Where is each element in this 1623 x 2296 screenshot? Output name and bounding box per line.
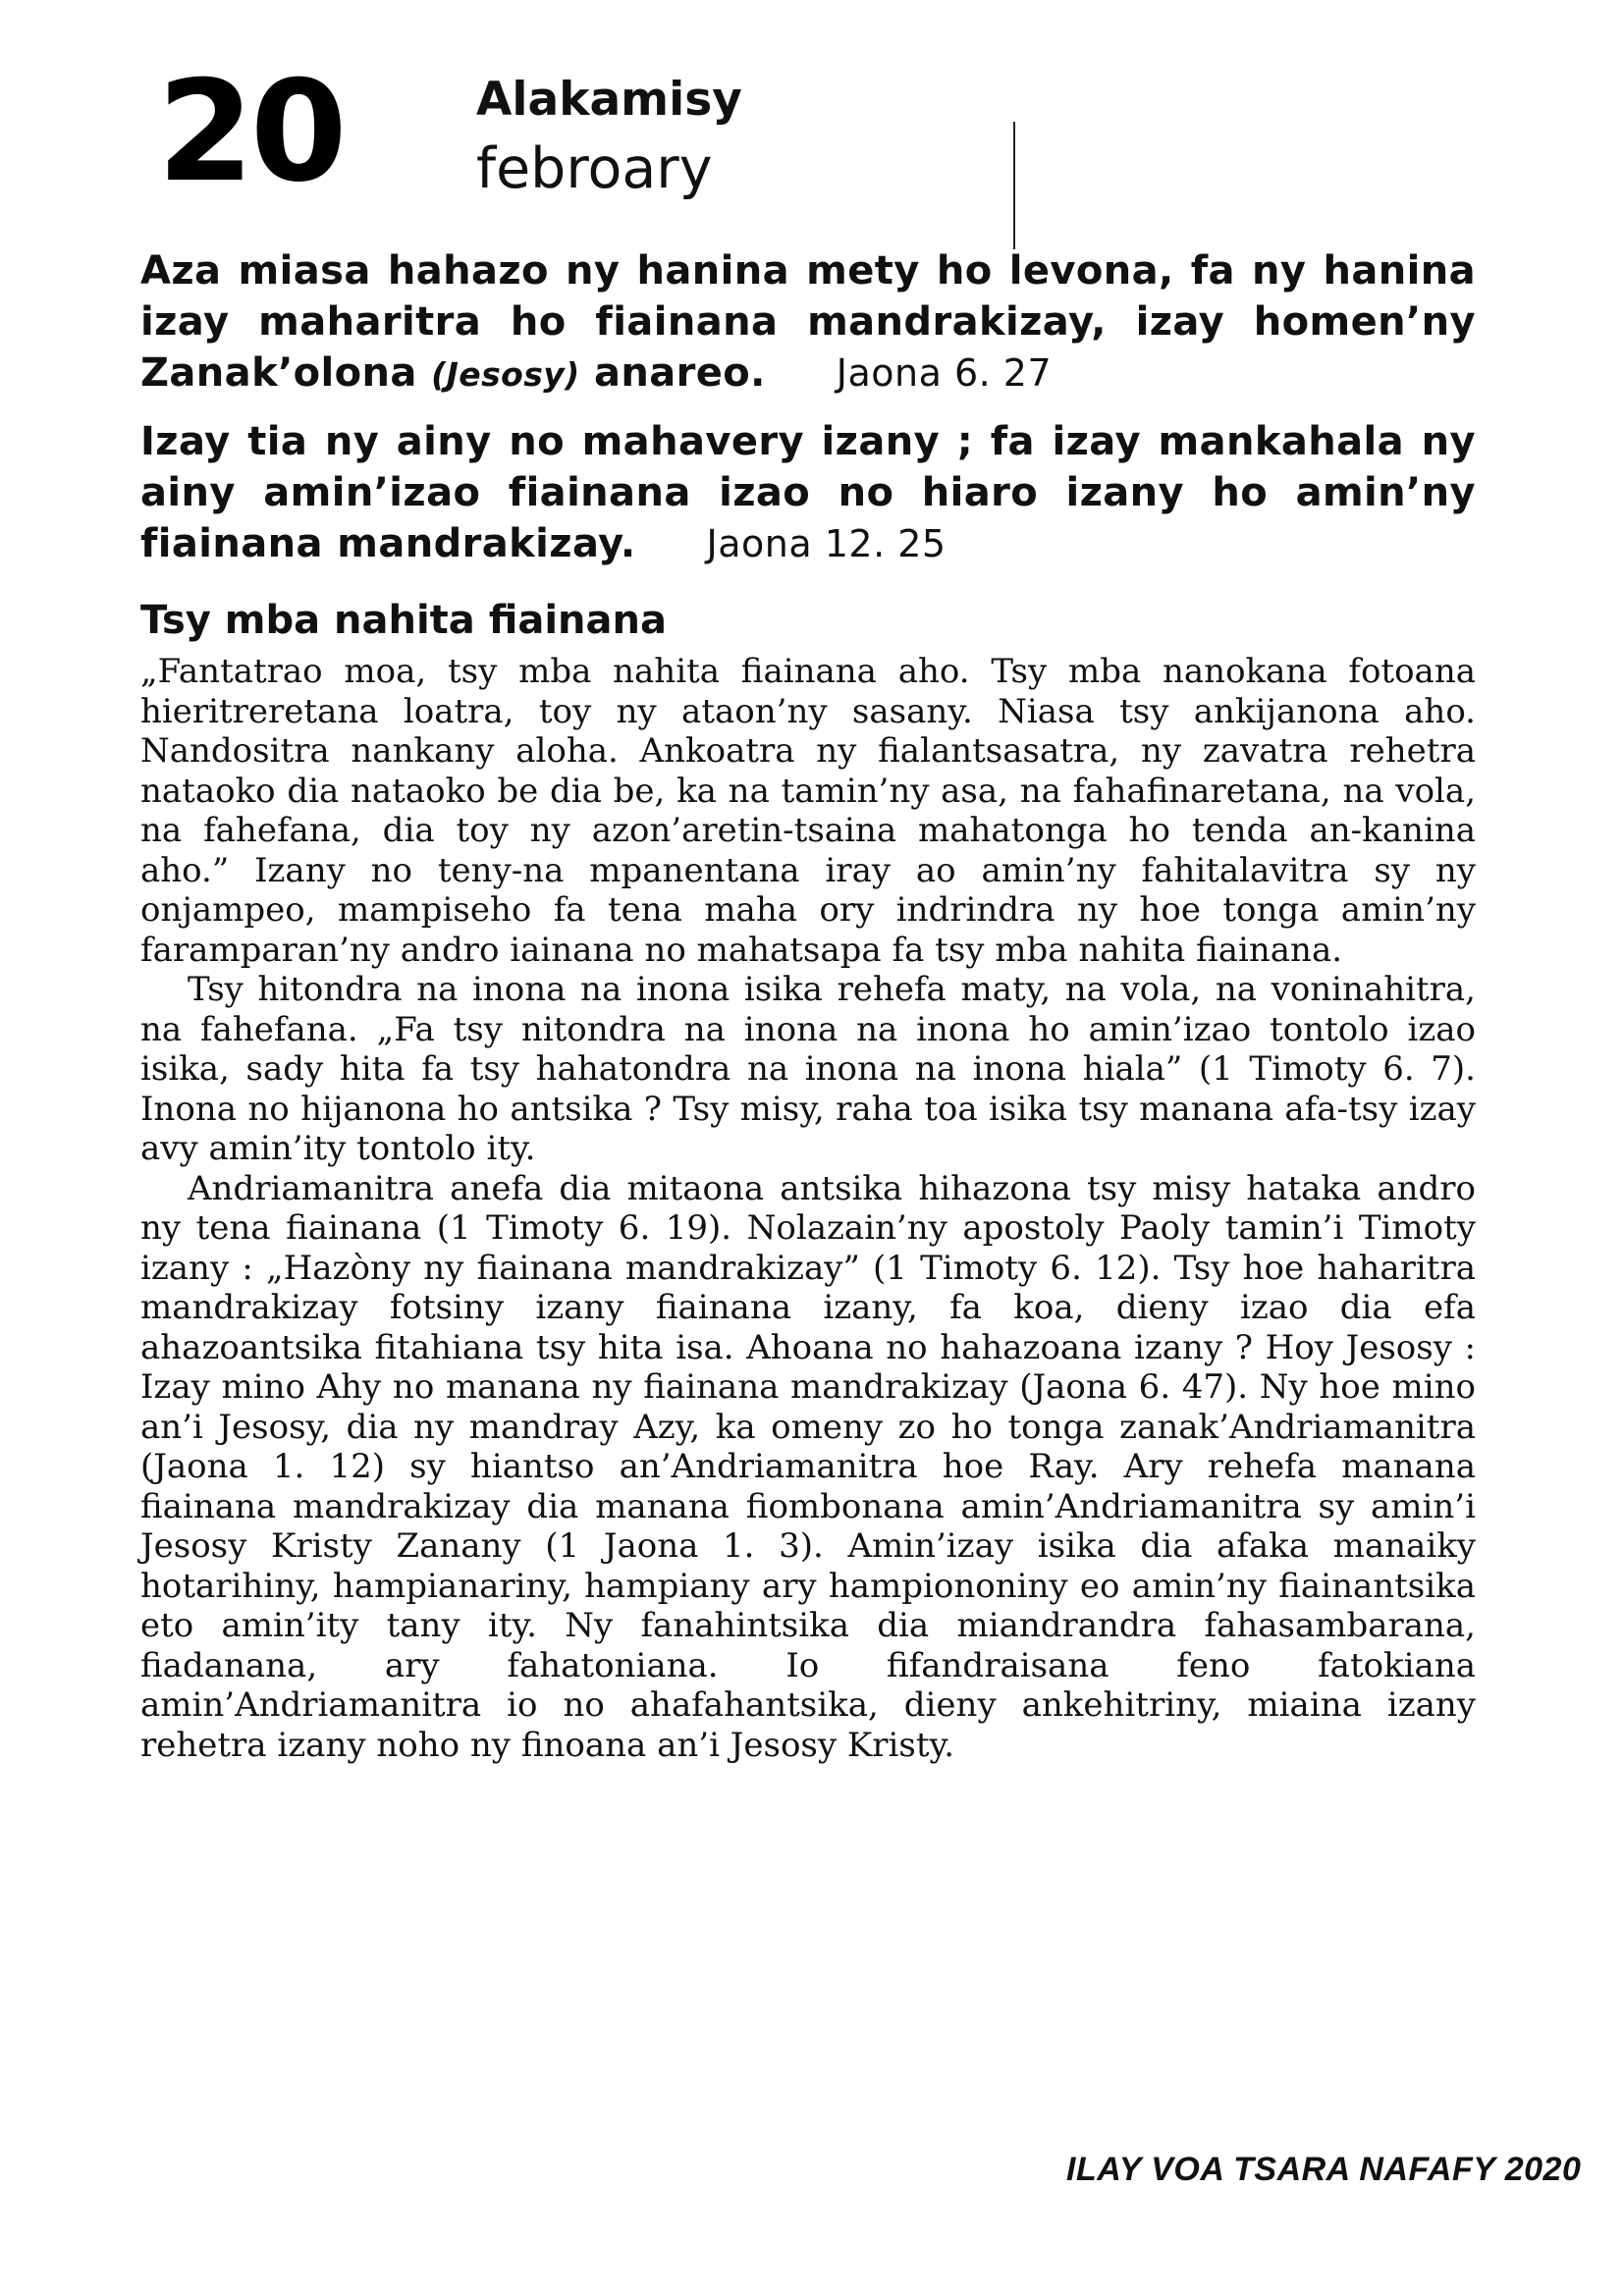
verse-text: Aza miasa hahazo ny hanina mety ho levona, fa ny hanina izay maharitra ho fiainana mandrakizay, izay homen’ny Zanak’olona (140, 248, 1476, 396)
article-body (140, 652, 1476, 1765)
verse-text: Izay tia ny ainy no mahavery izany ; fa izay mankahala ny ainy amin’izao fiainana izao no hiaro izany ho amin’ny fiainana mandrakizay. (140, 419, 1476, 566)
date-header (157, 51, 903, 213)
article-title: Tsy mba nahita fiainana (140, 598, 667, 643)
body-paragraph: Tsy hitondra na inona na inona isika rehefa maty, na vola, na voninahitra, na fahefana. „Fa tsy nitondra na inona na inona ho amin’izao tontolo izao isika, sady hita fa tsy hahatondra na inona na inona hiala” (1 Timoty 6. 7). Inona no hijanona ho antsika ? Tsy misy, raha toa isika tsy manana afa-tsy izay avy amin’ity tontolo ity. (140, 970, 1476, 1168)
header-divider (1013, 122, 1015, 249)
body-paragraph: Andriamanitra anefa dia mitaona antsika hihazona tsy misy hataka andro ny tena fiainana (1 Timoty 6. 19). Nolazain’ny apostoly Paoly tamin’i Timoty izany : „Hazòny ny fiainana mandrakizay” (1 Timoty 6. 12). Tsy hoe haharitra mandrakizay fotsiny izany fiainana izany, fa koa, dieny izao dia efa ahazoantsika fitahiana tsy hita isa. Ahoana no hahazoana izany ? Hoy Jesosy : Izay mino Ahy no manana ny fiainana mandrakizay (Jaona 6. 47). Ny hoe mino an’i Jesosy, dia ny mandray Azy, ka omeny zo ho tonga zanak’Andriamanitra (Jaona 1. 12) sy hiantso an’Andriamanitra hoe Ray. Ary rehefa manana fiainana mandrakizay dia manana fiombonana amin’Andriamanitra sy amin’i Jesosy Kristy Zanany (1 Jaona 1. 3). Amin’izay isika dia afaka manaiky hotarihiny, hampianariny, hampiany ary hampiononiny eo amin’ny fiainantsika eto amin’ity tany ity. Ny fanahintsika dia miandrandra fahasambarana, fiadanana, ary fahatoniana. Io fifandraisana feno fatokiana amin’Andriamanitra io no ahafahantsika, dieny ankehitriny, miaina izany rehetra izany noho ny finoana an’i Jesosy Kristy. (140, 1168, 1476, 1765)
publication-footer: ILAY VOA TSARA NAFAFY 2020 (1066, 2151, 1582, 2188)
verse-reference: Jaona 12. 25 (706, 522, 947, 565)
bible-verse-2 (140, 416, 1476, 569)
verse-emphasis: (Jesosy) (431, 355, 580, 394)
day-number: 20 (157, 51, 344, 213)
bible-verse-1 (140, 245, 1476, 400)
month-label: febroary (476, 136, 713, 201)
verse-text-end: anareo. (579, 350, 766, 396)
body-paragraph: „Fantatrao moa, tsy mba nahita fiainana aho. Tsy mba nanokana fotoana hieritreretana loatra, toy ny ataon’ny sasany. Niasa tsy ankijanona aho. Nandositra nankany aloha. Ankoatra ny fialantsasatra, ny zavatra rehetra nataoko dia nataoko be dia be, ka na tamin’ny asa, na fahafinaretana, na vola, na fahefana, dia toy ny azon’aretin-tsaina mahatonga ho tenda an-kanina aho.” Izany no teny-na mpanentana iray ao amin’ny fahitalavitra sy ny onjampeo, mampiseho fa tena maha ory indrindra ny hoe tonga amin’ny faramparan’ny andro iainana no mahatsapa fa tsy mba nahita fiainana. (140, 652, 1476, 970)
verse-reference: Jaona 6. 27 (836, 351, 1053, 395)
weekday-label: Alakamisy (476, 73, 742, 127)
